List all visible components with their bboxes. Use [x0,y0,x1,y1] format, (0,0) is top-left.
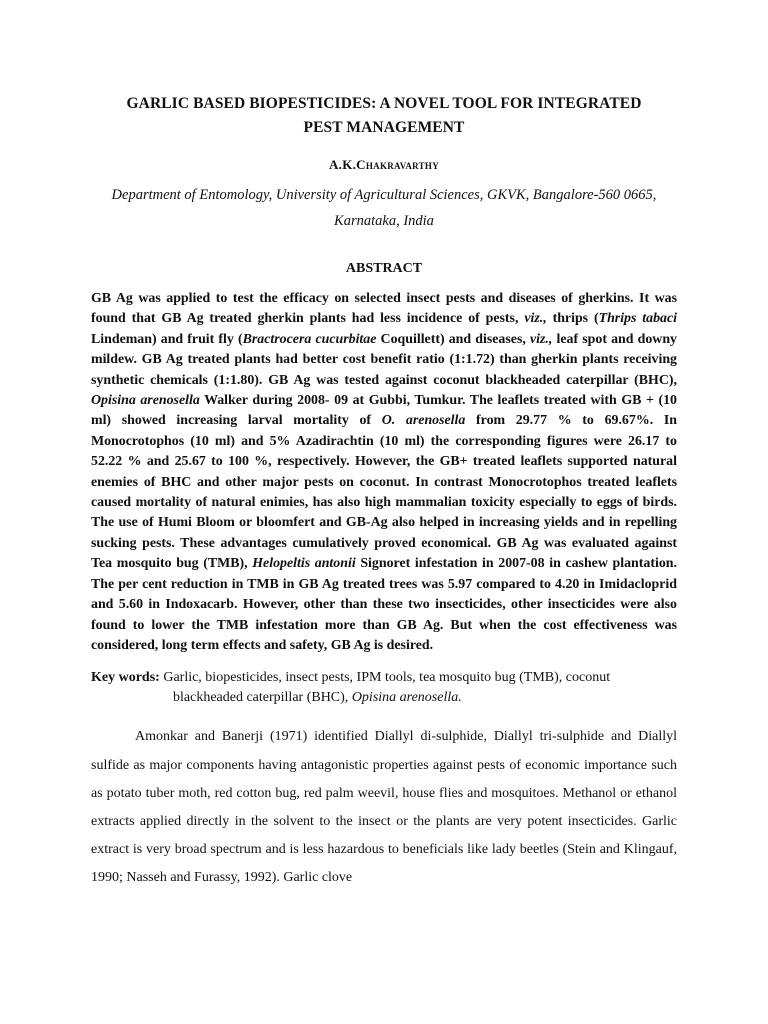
abstract-text [91,289,677,656]
abstract-italic-term: Opisina arenosella [91,393,200,409]
abstract-italic-term: viz., [524,311,547,327]
paper-title-line2: PEST MANAGEMENT [303,119,465,136]
abstract-italic-term: Helopeltis antonii [252,556,356,572]
abstract-run: Walker during 2008- 09 at Gubbi, Tumkur. The leaflets treated with GB + (10 ml) showed increasing larval mortality of [91,393,677,429]
keywords-label: Key words: [91,670,160,686]
affiliation-line1: Department of Entomology, University of Agricultural Sciences, GKVK, Bangalore-560 0665, [111,187,657,203]
abstract-italic-term: O. arenosella [381,413,466,429]
abstract-heading: ABSTRACT [345,261,423,276]
paper-title [91,0,677,140]
abstract-run: leaf spot and downy mildew. GB Ag treated plants had better cost benefit ratio (1:1.72) than gherkin plants receiving synthetic chemicals (1:1.80). GB Ag was tested against coconut blackheaded caterpillar (BHC), [91,331,677,388]
affiliation-line2: Karnataka, India [334,213,434,229]
abstract-italic-term: viz., [529,331,553,347]
abstract-run: Lindeman) and fruit fly ( [91,331,243,347]
abstract-italic-term: Thrips tabaci [598,311,677,327]
body-paragraph: Amonkar and Banerji (1971) identified Diallyl di-sulphide, Diallyl tri-sulphide and Diallyl sulfide as major components having antagonistic properties against pests of economic importance such as potato tuber moth, red cotton bug, red palm weevil, house flies and mosquitoes. Methanol or ethanol extracts applied directly in the solvent to the insect or the plants are very potent insecticides. Garlic extract is very broad spectrum and is less hazardous to beneficials like lady beetles (Stein and Klingauf, 1990; Nasseh and Furassy, 1992). Garlic clove [91,729,677,886]
keywords-italic: Opisina arenosella. [351,690,462,706]
abstract-run: GB Ag was applied to test the efficacy on selected insect pests and diseases of gherkins. It was found that GB Ag treated gherkin plants had less incidence of pests, [91,291,677,327]
paper-title-line1: GARLIC BASED BIOPESTICIDES: A NOVEL TOOL FOR INTEGRATED [126,95,642,112]
abstract-italic-term: Bractrocera cucurbitae [242,331,377,347]
keywords-text: Garlic, biopesticides, insect pests, IPM tools, tea mosquito bug (TMB), coconut blackheaded caterpillar (BHC), [159,670,611,706]
abstract-run: Signoret infestation in 2007-08 in cashew plantation. The per cent reduction in TMB in GB Ag treated trees was 5.97 compared to 4.20 in Imidacloprid and 5.60 in Indoxacarb. However, other than these two insecticides, other insecticides were also found to lower the TMB infestation more than GB Ag. But when the cost effectiveness was considered, long term effects and safety, GB Ag is desired. [91,556,677,653]
abstract-run: thrips ( [546,311,599,327]
author-name: A.K.Chakravarthy [328,157,440,172]
abstract-run: from 29.77 % to 69.67%. In Monocrotophos (10 ml) and 5% Azadirachtin (10 ml) the corresponding figures were 26.17 to 52.22 % and 25.67 to 100 %, respectively. However, the GB+ treated leaflets supported natural enemies of BHC and other major pests on coconut. In contrast Monocrotophos treated leaflets caused mortality of natural enimies, has also high mammalian toxicity especially to eggs of birds. The use of Humi Bloom or bloomfert and GB-Ag also helped in increasing yields and in repelling sucking pests. These advantages cumulatively proved economical. GB Ag was evaluated against Tea mosquito bug (TMB), [91,413,678,572]
affiliation [91,182,677,234]
abstract-run: Coquillett) and diseases, [376,331,530,347]
keywords [91,668,677,708]
